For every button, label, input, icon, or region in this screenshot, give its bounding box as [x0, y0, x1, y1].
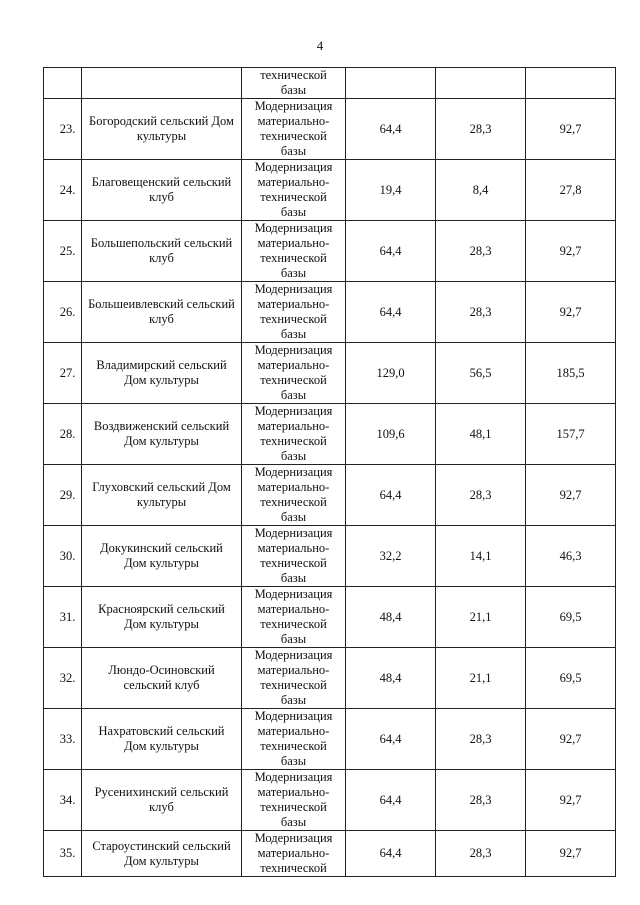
value-1: 64,4: [346, 831, 436, 877]
table-row: [44, 465, 616, 526]
row-number: 33.: [44, 709, 82, 770]
work-type-line: базы: [280, 632, 307, 646]
work-type-line: Модернизация: [254, 99, 333, 113]
work-type-cell: [242, 404, 346, 465]
work-type-line: Модернизация: [254, 404, 333, 418]
total-value: 157,7: [526, 404, 616, 465]
value-cell: [436, 68, 526, 99]
total-cell: [526, 68, 616, 99]
table-row: [44, 648, 616, 709]
row-number: 26.: [44, 282, 82, 343]
work-type-line: Модернизация: [254, 282, 333, 296]
total-value: 92,7: [526, 831, 616, 877]
work-type-line: базы: [280, 510, 307, 524]
table-row: [44, 770, 616, 831]
work-type-cell: [242, 465, 346, 526]
row-number: 25.: [44, 221, 82, 282]
work-type-line: технической: [260, 556, 327, 570]
value-2: 56,5: [436, 343, 526, 404]
work-type-line: технической: [260, 190, 327, 204]
total-value: 185,5: [526, 343, 616, 404]
work-type-line: материально-: [257, 358, 330, 372]
work-type-line: Модернизация: [254, 831, 333, 845]
value-2: 21,1: [436, 648, 526, 709]
total-value: 92,7: [526, 221, 616, 282]
table-row: [44, 160, 616, 221]
work-type-line: базы: [280, 327, 307, 341]
total-value: 69,5: [526, 648, 616, 709]
total-value: 92,7: [526, 770, 616, 831]
work-type-cell: [242, 160, 346, 221]
value-1: 64,4: [346, 221, 436, 282]
row-number: 28.: [44, 404, 82, 465]
work-type-line: базы: [280, 83, 307, 97]
row-number: 23.: [44, 99, 82, 160]
value-1: 64,4: [346, 465, 436, 526]
table-body: [44, 68, 616, 877]
table-row: [44, 709, 616, 770]
value-1: 64,4: [346, 770, 436, 831]
value-2: 28,3: [436, 465, 526, 526]
work-type-cell: [242, 343, 346, 404]
value-2: 28,3: [436, 99, 526, 160]
work-type-line: технической: [260, 739, 327, 753]
work-type-cell: [242, 99, 346, 160]
value-1: 109,6: [346, 404, 436, 465]
work-type-cell: [242, 770, 346, 831]
row-number: 31.: [44, 587, 82, 648]
work-type-line: Модернизация: [254, 343, 333, 357]
work-type-line: Модернизация: [254, 709, 333, 723]
work-type-line: Модернизация: [254, 526, 333, 540]
value-1: 64,4: [346, 282, 436, 343]
work-type-line: технической: [260, 373, 327, 387]
work-type-cell: [242, 587, 346, 648]
work-type-cell: [242, 648, 346, 709]
work-type-line: базы: [280, 266, 307, 280]
work-type-line: базы: [280, 449, 307, 463]
name-cell: [82, 68, 242, 99]
value-1: 129,0: [346, 343, 436, 404]
value-2: 21,1: [436, 587, 526, 648]
work-type-line: технической: [260, 678, 327, 692]
row-number: 32.: [44, 648, 82, 709]
value-1: 48,4: [346, 648, 436, 709]
total-value: 92,7: [526, 282, 616, 343]
row-number: 29.: [44, 465, 82, 526]
work-type-line: базы: [280, 144, 307, 158]
work-type-line: технической: [260, 861, 327, 875]
work-type-line: материально-: [257, 846, 330, 860]
table-row: [44, 404, 616, 465]
work-type-line: базы: [280, 388, 307, 402]
work-type-line: материально-: [257, 602, 330, 616]
value-2: 8,4: [436, 160, 526, 221]
value-2: 28,3: [436, 709, 526, 770]
work-type-line: технической: [260, 312, 327, 326]
work-type-line: технической: [260, 68, 327, 82]
institution-name: Русенихинский сельский клуб: [82, 770, 242, 831]
institution-name: Большепольский сельский клуб: [82, 221, 242, 282]
table-row: [44, 282, 616, 343]
value-2: 28,3: [436, 770, 526, 831]
page-number: 4: [316, 38, 324, 53]
work-type-line: материально-: [257, 724, 330, 738]
institution-name: Благовещенский сельский клуб: [82, 160, 242, 221]
work-type-line: материально-: [257, 236, 330, 250]
row-number: 30.: [44, 526, 82, 587]
table-row: [44, 587, 616, 648]
institution-name: Большеивлевский сельский клуб: [82, 282, 242, 343]
work-type-line: базы: [280, 693, 307, 707]
work-type-line: базы: [280, 815, 307, 829]
work-type-line: материально-: [257, 541, 330, 555]
work-type-cell: [242, 68, 346, 99]
work-type-line: материально-: [257, 663, 330, 677]
work-type-line: материально-: [257, 297, 330, 311]
table-row-continuation: [44, 68, 616, 99]
total-value: 69,5: [526, 587, 616, 648]
table-row: [44, 831, 616, 877]
total-value: 27,8: [526, 160, 616, 221]
work-type-line: материально-: [257, 785, 330, 799]
value-2: 28,3: [436, 221, 526, 282]
value-1: 64,4: [346, 99, 436, 160]
value-1: 32,2: [346, 526, 436, 587]
total-value: 92,7: [526, 709, 616, 770]
value-2: 28,3: [436, 831, 526, 877]
work-type-line: Модернизация: [254, 770, 333, 784]
row-number: 34.: [44, 770, 82, 831]
work-type-line: материально-: [257, 480, 330, 494]
value-1: 19,4: [346, 160, 436, 221]
table-row: [44, 526, 616, 587]
work-type-line: технической: [260, 251, 327, 265]
total-value: 46,3: [526, 526, 616, 587]
work-type-line: Модернизация: [254, 587, 333, 601]
total-value: 92,7: [526, 465, 616, 526]
row-number: 35.: [44, 831, 82, 877]
work-type-line: материально-: [257, 419, 330, 433]
institution-name: Владимирский сельский Дом культуры: [82, 343, 242, 404]
value-1: 48,4: [346, 587, 436, 648]
work-type-cell: [242, 831, 346, 877]
row-number: 27.: [44, 343, 82, 404]
table-row: [44, 99, 616, 160]
table-row: [44, 343, 616, 404]
work-type-line: технической: [260, 434, 327, 448]
work-type-line: технической: [260, 800, 327, 814]
work-type-line: технической: [260, 617, 327, 631]
work-type-line: Модернизация: [254, 160, 333, 174]
institution-name: Люндо-Осиновский сельский клуб: [82, 648, 242, 709]
institution-name: Нахратовский сельский Дом культуры: [82, 709, 242, 770]
work-type-line: Модернизация: [254, 465, 333, 479]
num-cell: [44, 68, 82, 99]
value-1: 64,4: [346, 709, 436, 770]
work-type-line: базы: [280, 754, 307, 768]
work-type-line: базы: [280, 571, 307, 585]
work-type-cell: [242, 221, 346, 282]
work-type-line: технической: [260, 129, 327, 143]
work-type-line: Модернизация: [254, 648, 333, 662]
work-type-line: базы: [280, 205, 307, 219]
row-number: 24.: [44, 160, 82, 221]
funding-table: [43, 67, 616, 877]
institution-name: Староустинский сельский Дом культуры: [82, 831, 242, 877]
work-type-cell: [242, 526, 346, 587]
work-type-cell: [242, 709, 346, 770]
work-type-line: материально-: [257, 175, 330, 189]
institution-name: Красноярский сельский Дом культуры: [82, 587, 242, 648]
value-2: 48,1: [436, 404, 526, 465]
institution-name: Богородский сельский Дом культуры: [82, 99, 242, 160]
value-cell: [346, 68, 436, 99]
table-row: [44, 221, 616, 282]
work-type-cell: [242, 282, 346, 343]
institution-name: Глуховский сельский Дом культуры: [82, 465, 242, 526]
institution-name: Воздвиженский сельский Дом культуры: [82, 404, 242, 465]
value-2: 14,1: [436, 526, 526, 587]
work-type-line: Модернизация: [254, 221, 333, 235]
total-value: 92,7: [526, 99, 616, 160]
work-type-line: материально-: [257, 114, 330, 128]
value-2: 28,3: [436, 282, 526, 343]
work-type-line: технической: [260, 495, 327, 509]
institution-name: Докукинский сельский Дом культуры: [82, 526, 242, 587]
